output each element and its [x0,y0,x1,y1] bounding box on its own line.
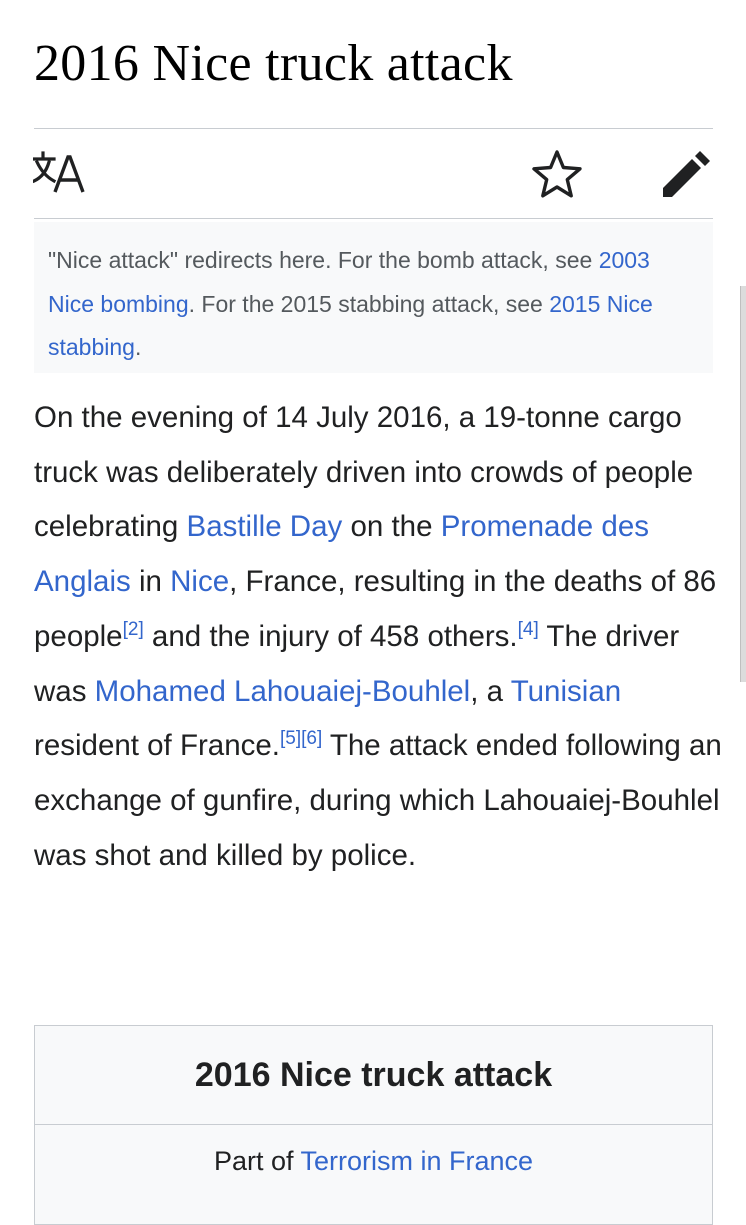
pencil-icon[interactable] [660,150,712,198]
link-bastille-day[interactable]: Bastille Day [186,510,343,544]
translate-icon[interactable] [33,151,87,195]
hatnote-text: . For the 2015 stabbing attack, see [188,290,550,317]
lead-paragraph [34,391,724,883]
lead-text: The attack ended following an exchange of gunfire, during which Lahouaiej-Bouhlel was shot and killed by police. [34,729,722,872]
screen-edge-scroll-handle [740,286,746,682]
link-promenade-des-anglais[interactable]: Promenade des Anglais [34,510,649,599]
infobox-part-of [35,1125,712,1195]
page-title: 2016 Nice truck attack [34,35,513,92]
lead-text: , France, resulting in the deaths of 86 people [34,565,717,653]
link-tunisian[interactable]: Tunisian [510,674,622,708]
link-2015-nice-stabbing[interactable]: 2015 Nice stabbing [48,290,653,360]
lead-text: resident of France. [34,729,280,763]
reference-6[interactable]: [6] [301,728,323,750]
lead-text: and the injury of 458 others. [143,619,518,653]
hatnote-text: . [134,334,142,360]
reference-4[interactable]: [4] [517,618,539,640]
link-mohamed-lahouaiej-bouhlel[interactable]: Mohamed Lahouaiej-Bouhlel [94,674,471,708]
lead-text: in [130,565,171,599]
toolbar-bottom-divider [34,218,713,219]
infobox-title: 2016 Nice truck attack [35,1026,712,1125]
infobox-part-of-label: Part of [213,1146,301,1176]
link-2003-nice-bombing[interactable]: 2003 Nice bombing [48,247,650,317]
reference-2[interactable]: [2] [122,618,144,640]
lead-text: The driver was [34,619,680,708]
infobox [34,1025,713,1225]
hatnote-text: "Nice attack" redirects here. For the bomb attack, see [48,247,599,273]
link-nice[interactable]: Nice [170,565,230,599]
link-terrorism-in-france[interactable]: Terrorism in France [300,1146,534,1176]
hatnote [34,222,713,373]
lead-text: On the evening of 14 July 2016, a 19-tonne cargo truck was deliberately driven into crowds of people celebrating [34,401,694,544]
lead-text: on the [342,510,441,544]
reference-5[interactable]: [5] [279,728,302,750]
lead-text: , a [470,674,511,708]
toolbar-top-divider [34,128,713,129]
star-icon[interactable] [531,149,583,199]
